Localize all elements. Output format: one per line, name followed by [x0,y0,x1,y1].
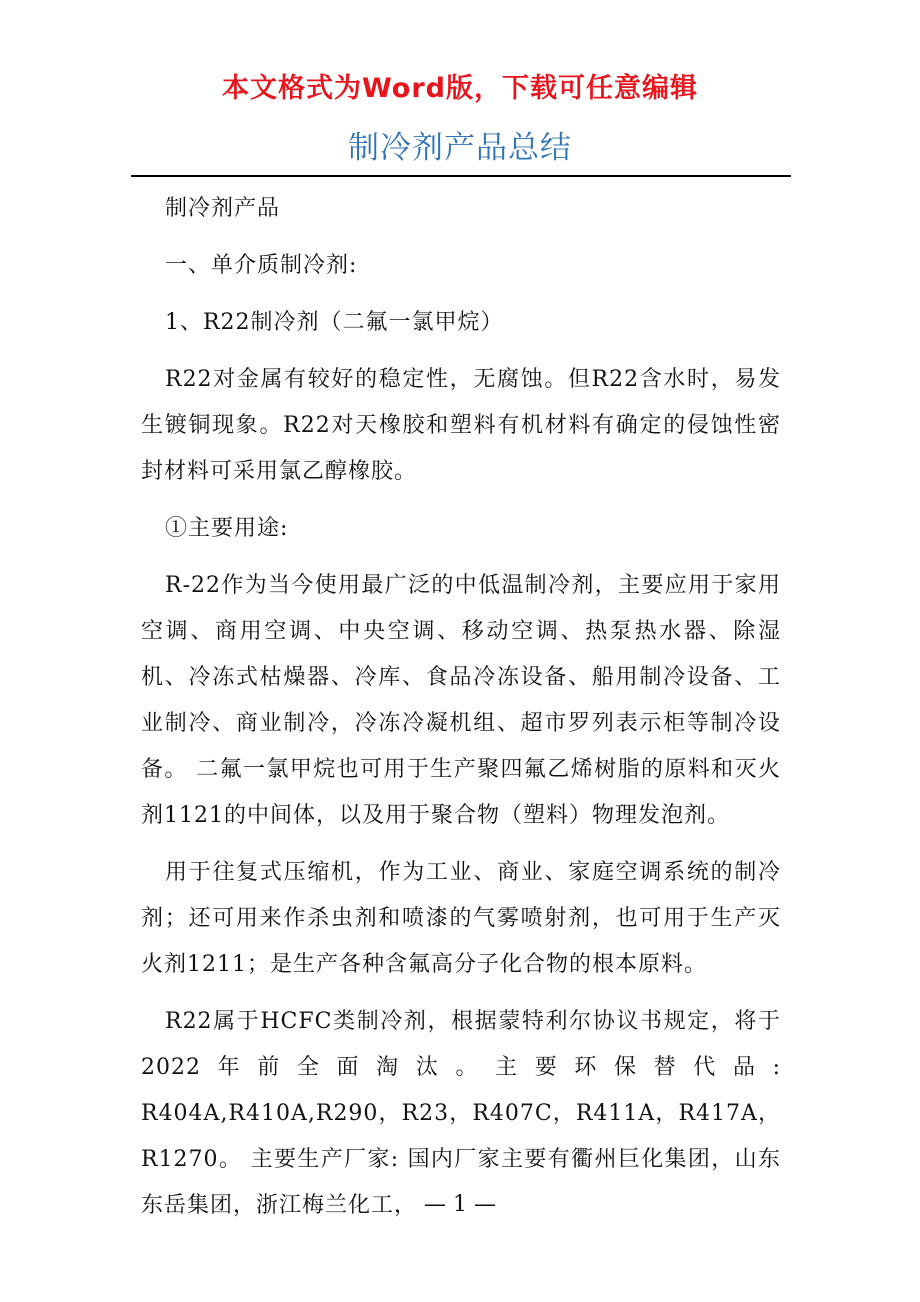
paragraph-section-heading: 一、单介质制冷剂: [165,253,358,278]
paragraph-subheading: 1、R22制冷剂（二氟一氯甲烷） [165,310,504,335]
document-body [141,186,781,1240]
paragraph-heading: 制冷剂产品 [165,196,281,221]
paragraph-phaseout: R22属于HCFC类制冷剂，根据蒙特利尔协议书规定，将于2022年前全面淘汰。主要环保替代品: R404A,R410A,R290，R23，R407C，R411A，R417A，R1270。 主要生产厂家: 国内厂家主要有衢州巨化集团，山东东岳集团，浙江梅兰化工， [141,1009,781,1218]
page-number: — 1 — [424,1192,496,1217]
document-title: 制冷剂产品总结 [348,130,572,166]
paragraph-usage-heading: ①主要用途: [165,516,289,541]
paragraph-properties: R22对金属有较好的稳定性，无腐蚀。但R22含水时，易发生镀铜现象。R22对天橡胶和塑料有机材料有确定的侵蚀性密封材料可采用氯乙醇橡胶。 [141,367,781,484]
paragraph-usage-other: 用于往复式压缩机，作为工业、商业、家庭空调系统的制冷剂；还可用来作杀虫剂和喷漆的气雾喷射剂，也可用于生产灭火剂1211；是生产各种含氟高分子化合物的根本原料。 [141,860,781,977]
title-divider [131,175,791,177]
paragraph-usage-main: R-22作为当今使用最广泛的中低温制冷剂，主要应用于家用空调、商用空调、中央空调、移动空调、热泵热水器、除湿机、冷冻式枯燥器、冷库、食品冷冻设备、船用制冷设备、工业制冷、商业制冷，冷冻冷凝机组、超市罗列表示柜等制冷设备。 二氟一氯甲烷也可用于生产聚四氟乙烯树脂的原料和灭火剂1121的中间体，以及用于聚合物（塑料）物理发泡剂。 [141,573,781,828]
download-notice: 本文格式为Word版，下载可任意编辑 [221,73,698,104]
